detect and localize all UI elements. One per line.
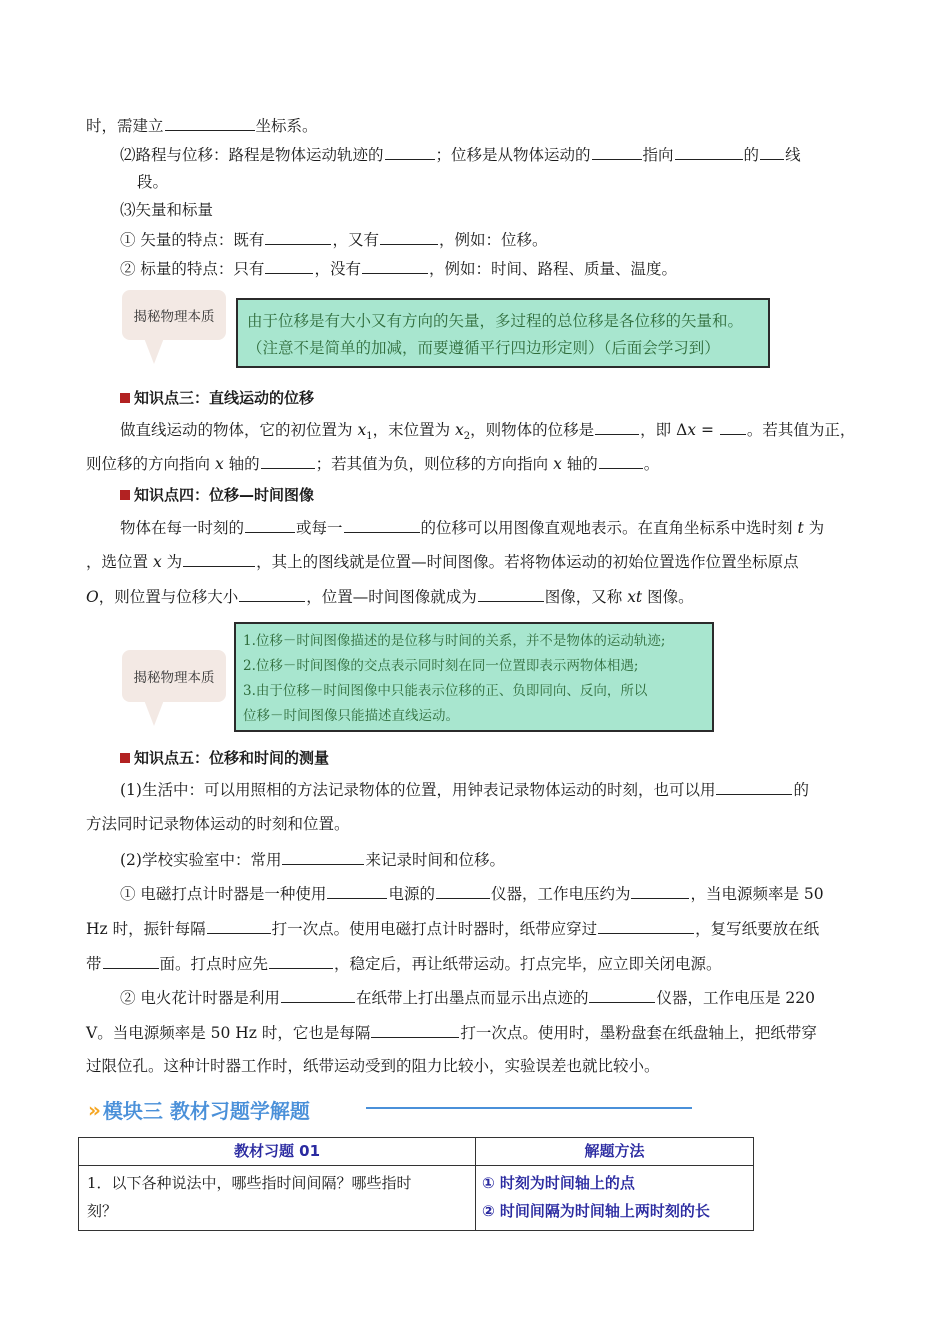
fill-blank[interactable] xyxy=(239,585,305,602)
double-chevron-icon: » xyxy=(88,1097,97,1122)
fill-blank[interactable] xyxy=(720,418,746,435)
fill-blank[interactable] xyxy=(595,418,639,435)
k5-line-9: 过限位孔。这种计时器工作时，纸带运动受到的阻力比较小，实验误差也就比较小。 xyxy=(86,1057,660,1075)
fill-blank[interactable] xyxy=(598,917,694,934)
exercise-table xyxy=(78,1137,754,1231)
insight-note xyxy=(236,298,770,368)
k5-line-6: 带 面。打点时应先 ，稳定后，再让纸带运动。打点完毕，应立即关闭电源。 xyxy=(86,952,722,975)
fill-blank[interactable] xyxy=(371,1021,459,1038)
fill-blank[interactable] xyxy=(282,848,364,865)
fill-blank[interactable] xyxy=(261,452,315,469)
question-text: 刻？ xyxy=(87,1202,118,1220)
bubble-tail xyxy=(144,338,164,364)
module-header xyxy=(88,1095,310,1124)
s2-line-4: ⑶矢量和标量 xyxy=(120,201,214,219)
table-header: 教材习题 01 xyxy=(79,1138,476,1166)
fill-blank[interactable] xyxy=(269,952,333,969)
fill-blank[interactable] xyxy=(436,882,490,899)
module-divider xyxy=(366,1107,692,1109)
fill-blank[interactable] xyxy=(207,917,271,934)
question-cell xyxy=(79,1166,476,1231)
fill-blank[interactable] xyxy=(265,228,331,245)
fill-blank[interactable] xyxy=(478,585,544,602)
k5-line-2: 方法同时记录物体运动的时刻和位置。 xyxy=(86,815,350,833)
k5-line-1: (1)生活中：可以用照相的方法记录物体的位置，用钟表记录物体运动的时刻，也可以用 的 xyxy=(120,778,809,801)
fill-blank[interactable] xyxy=(592,143,642,160)
k4-line-3: O，则位置与位移大小 ，位置—时间图像就成为 图像，又称 xt 图像。 xyxy=(86,585,694,608)
table-row xyxy=(79,1138,754,1166)
k5-line-7: ② 电火花计时器是利用 在纸带上打出墨点而显示出点迹的 仪器，工作电压是 220 xyxy=(120,986,815,1009)
k4-line-2: ，选位置 x 为 ，其上的图线就是位置—时间图像。若将物体运动的初始位置选作位置坐标原点 xyxy=(86,550,799,573)
s2-line-2: ⑵路程与位移：路程是物体运动轨迹的 ；位移是从物体运动的 指向 的 线 xyxy=(120,143,801,166)
bubble-tail xyxy=(144,700,164,726)
fill-blank[interactable] xyxy=(281,986,355,1003)
s2-line-1: 时，需建立 坐标系。 xyxy=(86,114,318,137)
fill-blank[interactable] xyxy=(760,143,784,160)
note-line: 1.位移－时间图像描述的是位移与时间的关系，并不是物体的运动轨迹; xyxy=(243,633,666,649)
method-cell xyxy=(476,1166,754,1231)
k3-line-1: 做直线运动的物体，它的初位置为 $x_1$，末位置为 $x_2$，则物体的位移是 ，即 Δx = 。若其值为正， xyxy=(120,418,855,448)
fill-blank[interactable] xyxy=(385,143,435,160)
speech-bubble: 揭秘物理本质 xyxy=(122,290,226,340)
method-item: ② 时间间隔为时间轴上两时刻的长 xyxy=(482,1202,710,1220)
speech-bubble: 揭秘物理本质 xyxy=(122,650,226,702)
method-item: ① 时刻为时间轴上的点 xyxy=(482,1174,635,1192)
note-line: 3.由于位移－时间图像中只能表示位移的正、负即同向、反向，所以 xyxy=(243,683,648,699)
fill-blank[interactable] xyxy=(165,114,255,131)
k5-line-8: V。当电源频率是 50 Hz 时，它也是每隔 打一次点。使用时，墨粉盘套在纸盘轴上，把纸带穿 xyxy=(86,1021,817,1044)
section-heading: 知识点四：位移—时间图像 xyxy=(120,484,314,506)
square-bullet-icon xyxy=(120,490,130,500)
s2-line-5: ① 矢量的特点：既有 ，又有 ，例如：位移。 xyxy=(120,228,547,251)
fill-blank[interactable] xyxy=(183,550,255,567)
fill-blank[interactable] xyxy=(245,516,295,533)
square-bullet-icon xyxy=(120,753,130,763)
k4-line-1: 物体在每一时刻的 或每一 的位移可以用图像直观地表示。在直角坐标系中选时刻 t 为 xyxy=(120,516,824,539)
table-row xyxy=(79,1166,754,1231)
k5-line-4: ① 电磁打点计时器是一种使用 电源的 仪器，工作电压约为 ，当电源频率是 50 xyxy=(120,882,824,905)
fill-blank[interactable] xyxy=(589,986,655,1003)
fill-blank[interactable] xyxy=(631,882,689,899)
k5-line-3: (2)学校实验室中：常用 来记录时间和位移。 xyxy=(120,848,505,871)
fill-blank[interactable] xyxy=(716,778,792,795)
fill-blank[interactable] xyxy=(265,257,313,274)
module-title: 模块三 教材习题学解题 xyxy=(102,1099,310,1123)
note-line: 位移－时间图像只能描述直线运动。 xyxy=(243,708,459,724)
table-header: 解题方法 xyxy=(476,1138,754,1166)
section-heading: 知识点三：直线运动的位移 xyxy=(120,387,314,409)
insight-note xyxy=(234,622,714,732)
k3-line-2: 则位移的方向指向 x 轴的 ；若其值为负，则位移的方向指向 x 轴的 。 xyxy=(86,452,659,475)
square-bullet-icon xyxy=(120,393,130,403)
note-line: 2.位移－时间图像的交点表示同时刻在同一位置即表示两物体相遇; xyxy=(243,658,639,674)
s2-line-6: ② 标量的特点：只有 ，没有 ，例如：时间、路程、质量、温度。 xyxy=(120,257,677,280)
note-line: 由于位移是有大小又有方向的矢量，多过程的总位移是各位移的矢量和。 xyxy=(247,312,744,330)
fill-blank[interactable] xyxy=(599,452,643,469)
fill-blank[interactable] xyxy=(103,952,159,969)
fill-blank[interactable] xyxy=(675,143,743,160)
note-line: （注意不是简单的加减，而要遵循平行四边形定则）（后面会学习到） xyxy=(247,339,720,357)
fill-blank[interactable] xyxy=(344,516,420,533)
k5-line-5: Hz 时，振针每隔 打一次点。使用电磁打点计时器时，纸带应穿过 ，复写纸要放在纸 xyxy=(86,917,819,940)
section-heading: 知识点五：位移和时间的测量 xyxy=(120,747,329,769)
fill-blank[interactable] xyxy=(380,228,438,245)
s2-line-3: 段。 xyxy=(137,173,169,191)
question-text: 1．以下各种说法中，哪些指时间间隔？哪些指时 xyxy=(87,1174,412,1192)
fill-blank[interactable] xyxy=(362,257,428,274)
fill-blank[interactable] xyxy=(327,882,387,899)
